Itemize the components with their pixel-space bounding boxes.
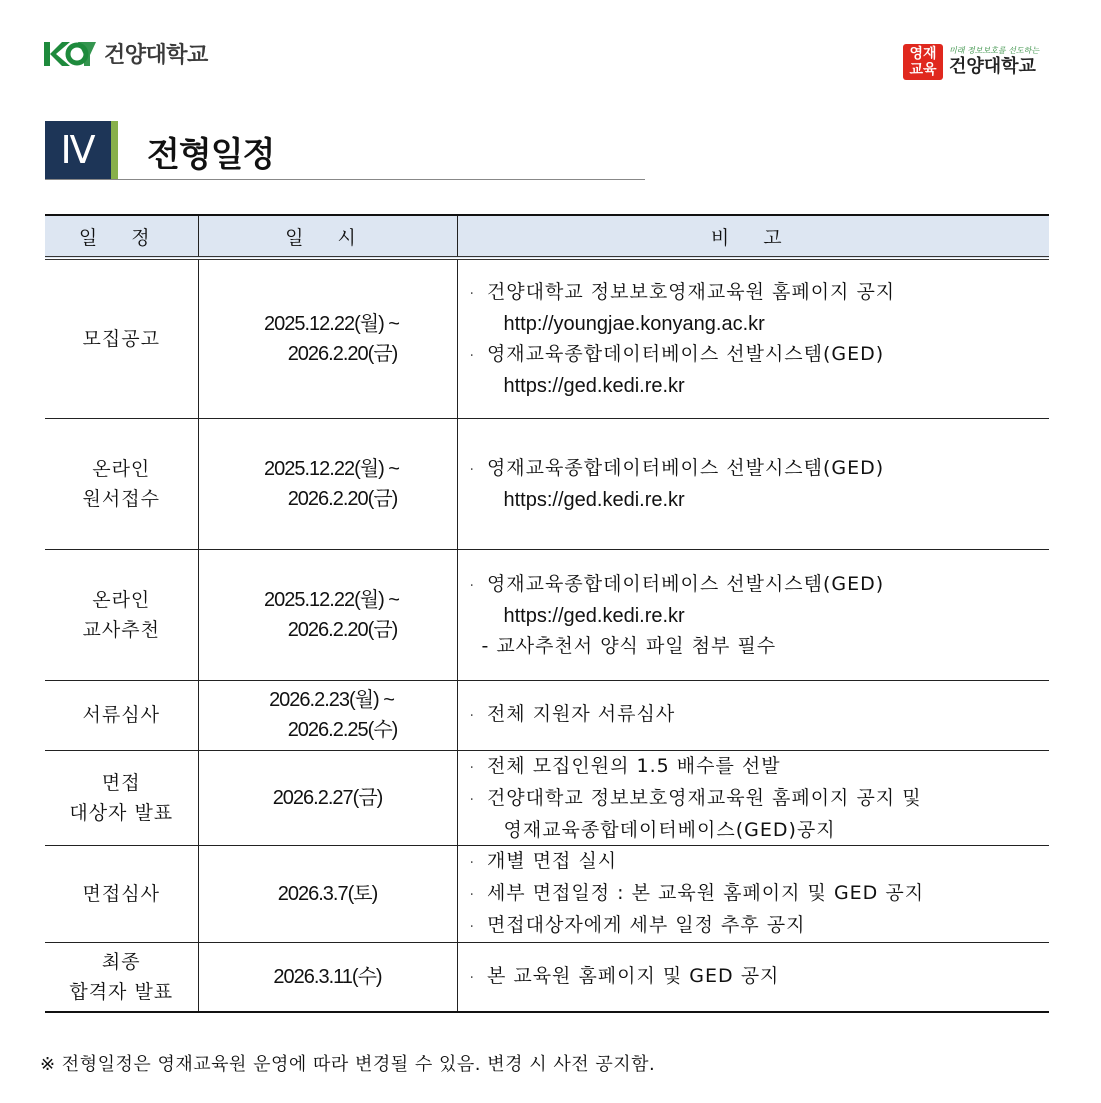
step-cell bbox=[45, 750, 198, 845]
step-label: 면접 bbox=[101, 771, 141, 794]
note-cell bbox=[457, 549, 1049, 680]
logo-slogan: 미래 정보보호를 선도하는 bbox=[949, 46, 1040, 55]
step-cell bbox=[45, 549, 198, 680]
note-cell bbox=[457, 845, 1049, 942]
note-text: 건양대학교 정보보호영재교육원 홈페이지 공지 및 bbox=[486, 786, 922, 809]
note-text: 영재교육종합데이터베이스 선발시스템(GED) bbox=[486, 342, 885, 365]
page-header bbox=[0, 0, 1101, 100]
note-text: 영재교육종합데이터베이스 선발시스템(GED) bbox=[486, 572, 885, 595]
left-logo-name: 건양대학교 bbox=[104, 43, 208, 68]
note-url bbox=[470, 601, 1050, 631]
note-text: 면접대상자에게 세부 일정 추후 공지 bbox=[486, 913, 806, 936]
section-heading bbox=[45, 121, 645, 181]
badge-line2: 교육 bbox=[909, 62, 937, 78]
bullet-icon: · bbox=[469, 854, 475, 871]
step-label: 온라인 bbox=[92, 457, 151, 480]
step-label: 최종 bbox=[101, 950, 141, 973]
date-cell bbox=[198, 845, 457, 942]
table-row bbox=[45, 258, 1049, 418]
bullet-icon: · bbox=[469, 791, 475, 808]
bullet-icon: · bbox=[469, 969, 475, 986]
note-subitem bbox=[470, 631, 1050, 661]
bullet-icon: · bbox=[469, 461, 475, 478]
step-label: 모집공고 bbox=[82, 327, 160, 350]
schedule-table bbox=[45, 214, 1049, 1013]
step-label: 원서접수 bbox=[82, 487, 160, 510]
note-item bbox=[470, 751, 1050, 783]
date-cell bbox=[198, 549, 457, 680]
note-item bbox=[470, 846, 1050, 878]
konyang-logo bbox=[44, 38, 208, 69]
date-cell bbox=[198, 258, 457, 418]
note-text: http://youngjae.konyang.ac.kr bbox=[503, 312, 765, 335]
note-text: 영재교육종합데이터베이스 선발시스템(GED) bbox=[486, 456, 885, 479]
note-cell bbox=[457, 258, 1049, 418]
table-row bbox=[45, 680, 1049, 750]
step-cell bbox=[45, 258, 198, 418]
header-note: 비 고 bbox=[457, 215, 1049, 258]
note-item bbox=[470, 339, 1050, 371]
note-text: 전체 지원자 서류심사 bbox=[486, 703, 676, 725]
footnote: ※ 전형일정은 영재교육원 운영에 따라 변경될 수 있음. 변경 시 사전 공지함. bbox=[40, 1054, 656, 1075]
note-continuation bbox=[470, 815, 1050, 845]
note-url bbox=[470, 485, 1050, 515]
header-step: 일 정 bbox=[45, 215, 198, 258]
note-cell bbox=[457, 942, 1049, 1012]
section-number: Ⅳ bbox=[45, 121, 111, 179]
right-logo-name: 건양대학교 bbox=[949, 56, 1036, 77]
section-accent-bar bbox=[111, 121, 118, 179]
bullet-icon: · bbox=[469, 708, 475, 724]
date-text: 2026.2.23(월) ~ bbox=[269, 689, 394, 711]
gifted-badge bbox=[903, 44, 943, 80]
date-text: 2026.2.20(금) bbox=[287, 487, 398, 510]
note-item bbox=[470, 783, 1050, 815]
note-item bbox=[470, 961, 1050, 993]
step-cell bbox=[45, 680, 198, 750]
date-text: 2026.3.11(수) bbox=[273, 965, 382, 988]
step-label: 대상자 발표 bbox=[69, 801, 174, 824]
step-label: 서류심사 bbox=[82, 704, 160, 726]
table-header-row bbox=[45, 215, 1049, 258]
bullet-icon: · bbox=[469, 577, 475, 594]
date-text: 2026.2.20(금) bbox=[287, 618, 398, 641]
note-text: 본 교육원 홈페이지 및 GED 공지 bbox=[486, 964, 780, 987]
date-text: 2025.12.22(월) ~ bbox=[264, 457, 399, 480]
header-date: 일 시 bbox=[198, 215, 457, 258]
table-row bbox=[45, 750, 1049, 845]
bullet-icon: · bbox=[469, 759, 475, 776]
date-text: 2026.3.7(토) bbox=[277, 882, 378, 905]
note-text: https://ged.kedi.re.kr bbox=[503, 488, 685, 511]
gifted-education-logo bbox=[903, 44, 1039, 80]
ky-mark-icon bbox=[44, 41, 96, 67]
step-label: 면접심사 bbox=[82, 882, 160, 905]
date-text: 2026.2.27(금) bbox=[272, 786, 383, 809]
step-cell bbox=[45, 845, 198, 942]
note-text: 전체 모집인원의 1.5 배수를 선발 bbox=[486, 754, 781, 777]
note-cell bbox=[457, 750, 1049, 845]
note-cell bbox=[457, 418, 1049, 549]
bullet-icon: · bbox=[469, 347, 475, 364]
date-cell bbox=[198, 680, 457, 750]
step-label: 교사추천 bbox=[82, 618, 160, 641]
table-row bbox=[45, 418, 1049, 549]
note-url bbox=[470, 309, 1050, 339]
note-item bbox=[470, 569, 1050, 601]
step-cell bbox=[45, 942, 198, 1012]
date-text: 2025.12.22(월) ~ bbox=[264, 588, 399, 611]
note-item bbox=[470, 453, 1050, 485]
step-label: 온라인 bbox=[92, 588, 151, 611]
section-divider bbox=[45, 179, 645, 180]
table-row bbox=[45, 845, 1049, 942]
note-url bbox=[470, 371, 1050, 401]
date-text: 2026.2.20(금) bbox=[287, 342, 398, 365]
bullet-icon: · bbox=[469, 918, 475, 935]
note-text: https://ged.kedi.re.kr bbox=[503, 374, 685, 397]
note-item bbox=[470, 878, 1050, 910]
badge-line1: 영재 bbox=[909, 46, 937, 62]
date-text: 2026.2.25(수) bbox=[287, 719, 398, 741]
date-cell bbox=[198, 942, 457, 1012]
bullet-icon: · bbox=[469, 886, 475, 903]
step-cell bbox=[45, 418, 198, 549]
note-text: - 교사추천서 양식 파일 첨부 필수 bbox=[481, 634, 777, 657]
note-item bbox=[470, 699, 1050, 731]
step-label: 합격자 발표 bbox=[69, 980, 174, 1003]
note-cell bbox=[457, 680, 1049, 750]
note-text: 세부 면접일정 : 본 교육원 홈페이지 및 GED 공지 bbox=[486, 881, 925, 904]
date-cell bbox=[198, 418, 457, 549]
table-row bbox=[45, 942, 1049, 1012]
note-text: 영재교육종합데이터베이스(GED)공지 bbox=[503, 818, 836, 841]
note-text: 개별 면접 실시 bbox=[486, 849, 618, 872]
note-text: https://ged.kedi.re.kr bbox=[503, 604, 685, 627]
note-item bbox=[470, 277, 1050, 309]
date-cell bbox=[198, 750, 457, 845]
bullet-icon: · bbox=[469, 285, 475, 302]
section-title: 전형일정 bbox=[147, 135, 275, 175]
date-text: 2025.12.22(월) ~ bbox=[264, 312, 399, 335]
note-text: 건양대학교 정보보호영재교육원 홈페이지 공지 bbox=[486, 280, 896, 303]
table-row bbox=[45, 549, 1049, 680]
note-item bbox=[470, 910, 1050, 942]
